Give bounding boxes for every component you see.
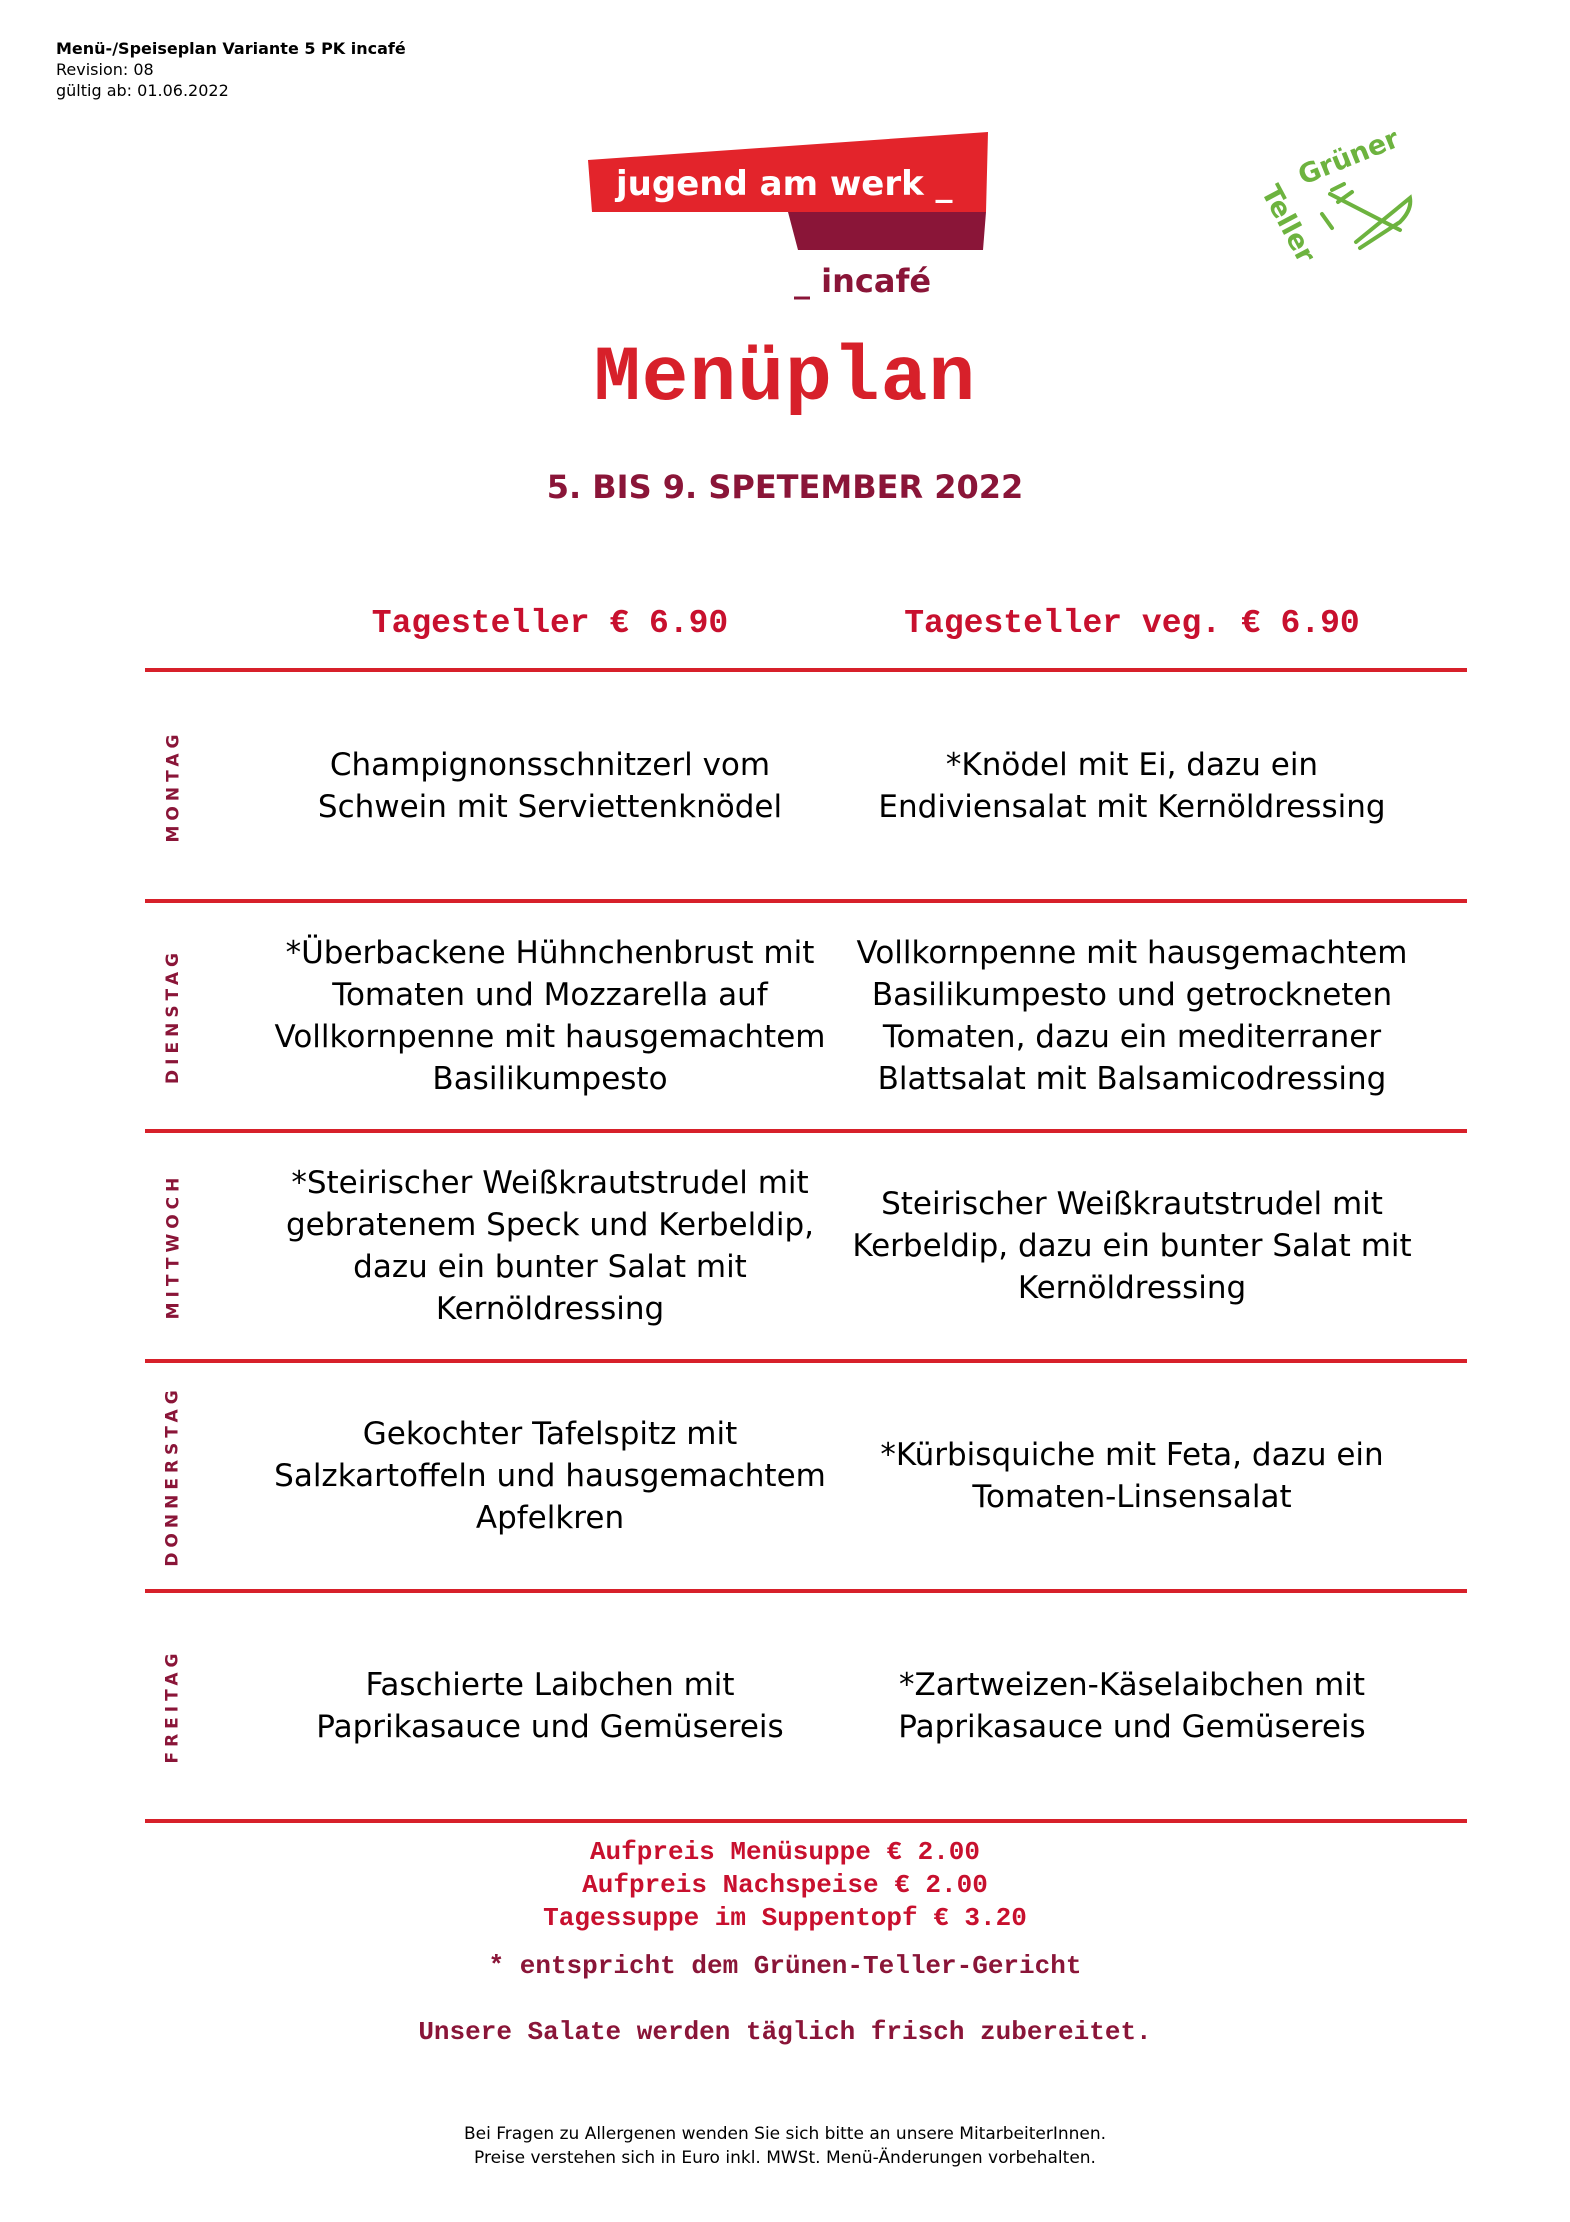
dish-line: gebratenem Speck und Kerbeldip, (285, 1207, 815, 1243)
dish-donnerstag-tagesteller (260, 1363, 840, 1589)
dish-line: Apfelkren (475, 1500, 625, 1536)
column-header-tagesteller: Tagesteller € 6.90 (371, 605, 729, 642)
dish-line: Kerbeldip, dazu ein bunter Salat mit (852, 1228, 1412, 1264)
dish-montag-tagesteller (260, 672, 840, 899)
day-label-text: MONTAG (163, 729, 184, 842)
footer (0, 2122, 1570, 2170)
day-label-mittwoch (158, 1133, 188, 1359)
dish-line: Paprikasauce und Gemüsereis (316, 1709, 784, 1745)
dish-line: Tomaten, dazu ein mediterraner (882, 1019, 1382, 1055)
logo-dark-banner (788, 212, 986, 250)
logo-sub-text: _ incafé (794, 262, 932, 300)
dish-line: Blattsalat mit Balsamicodressing (877, 1061, 1387, 1097)
jugend-am-werk-logo (588, 132, 998, 307)
dish-line: Gekochter Tafelspitz mit (362, 1416, 738, 1452)
dish-line: Basilikumpesto (432, 1061, 668, 1097)
dish-line: Kernöldressing (1017, 1270, 1247, 1306)
dish-line: Faschierte Laibchen mit (365, 1667, 735, 1703)
footer-prices: Preise verstehen sich in Euro inkl. MWSt. Menü-Änderungen vorbehalten. (474, 2148, 1096, 2168)
dish-line: *Zartweizen-Käselaibchen mit (899, 1667, 1365, 1703)
dish-line: Kernöldressing (435, 1291, 665, 1327)
document-info (56, 38, 406, 101)
dish-mittwoch-tagesteller (260, 1133, 840, 1359)
note-green-plate: * entspricht dem Grünen-Teller-Gericht (488, 1951, 1082, 1981)
dish-freitag-tagesteller (260, 1593, 840, 1819)
day-label-freitag (158, 1593, 188, 1819)
dish-line: Vollkornpenne mit hausgemachtem (856, 935, 1408, 971)
extra-menuesuppe: Aufpreis Menüsuppe € 2.00 (589, 1837, 981, 1867)
dish-line: Basilikumpesto und getrockneten (871, 977, 1393, 1013)
dish-donnerstag-veg (842, 1363, 1422, 1589)
dish-mittwoch-veg (842, 1133, 1422, 1359)
page-title: Menüplan (593, 335, 977, 423)
day-label-dienstag (158, 903, 188, 1129)
column-header-tagesteller-veg: Tagesteller veg. € 6.90 (904, 605, 1360, 642)
day-label-text: DIENSTAG (163, 948, 184, 1084)
note-salads: Unsere Salate werden täglich frisch zubereitet. (418, 2017, 1152, 2047)
dish-line: Tomaten und Mozzarella auf (332, 977, 768, 1013)
footer-allergens: Bei Fragen zu Allergenen wenden Sie sich bitte an unsere MitarbeiterInnen. (463, 2124, 1107, 2144)
document-valid-from: gültig ab: 01.06.2022 (56, 81, 229, 100)
day-label-text: DONNERSTAG (163, 1385, 184, 1567)
dish-line: dazu ein bunter Salat mit (353, 1249, 747, 1285)
dish-line: Steirischer Weißkrautstrudel mit (881, 1186, 1383, 1222)
dish-line: *Steirischer Weißkrautstrudel mit (291, 1165, 809, 1201)
extra-nachspeise: Aufpreis Nachspeise € 2.00 (582, 1870, 988, 1900)
dish-dienstag-tagesteller (260, 903, 840, 1129)
dish-line: Tomaten-Linsensalat (972, 1479, 1292, 1515)
logo-brand-text: jugend am werk _ (616, 164, 953, 204)
dish-line: Schwein mit Serviettenknödel (317, 788, 783, 825)
gruener-teller-badge (1260, 132, 1420, 272)
fork-knife-icon (1322, 184, 1410, 248)
logo-graphic (588, 132, 998, 307)
week-range: 5. BIS 9. SPETEMBER 2022 (546, 468, 1024, 506)
gruener-teller-graphic (1260, 132, 1420, 272)
dish-line: Paprikasauce und Gemüsereis (898, 1709, 1366, 1745)
document-title: Menü-/Speiseplan Variante 5 PK incafé (56, 39, 406, 58)
dish-line: Vollkornpenne mit hausgemachtem (274, 1019, 826, 1055)
price-extras (0, 1836, 1570, 1935)
dish-line: Endiviensalat mit Kernöldressing (878, 788, 1386, 825)
day-label-text: MITTWOCH (163, 1172, 184, 1320)
dish-line: *Kürbisquiche mit Feta, dazu ein (880, 1437, 1384, 1473)
dish-freitag-veg (842, 1593, 1422, 1819)
extra-tagessuppe: Tagessuppe im Suppentopf € 3.20 (543, 1903, 1027, 1933)
badge-text-top: Grüner (1293, 132, 1404, 192)
dish-dienstag-veg (842, 903, 1422, 1129)
day-label-text: FREITAG (163, 1648, 183, 1764)
badge-text-bottom: Teller (1260, 179, 1322, 269)
document-revision: Revision: 08 (56, 60, 154, 79)
dish-line: *Knödel mit Ei, dazu ein (945, 746, 1319, 783)
day-label-donnerstag (158, 1363, 188, 1589)
dish-line: Salzkartoffeln und hausgemachtem (274, 1458, 826, 1494)
divider-line (145, 1819, 1467, 1823)
dish-line: *Überbackene Hühnchenbrust mit (285, 935, 815, 971)
dish-montag-veg (842, 672, 1422, 899)
dish-line: Champignonsschnitzerl vom (329, 746, 771, 783)
day-label-montag (158, 672, 188, 899)
